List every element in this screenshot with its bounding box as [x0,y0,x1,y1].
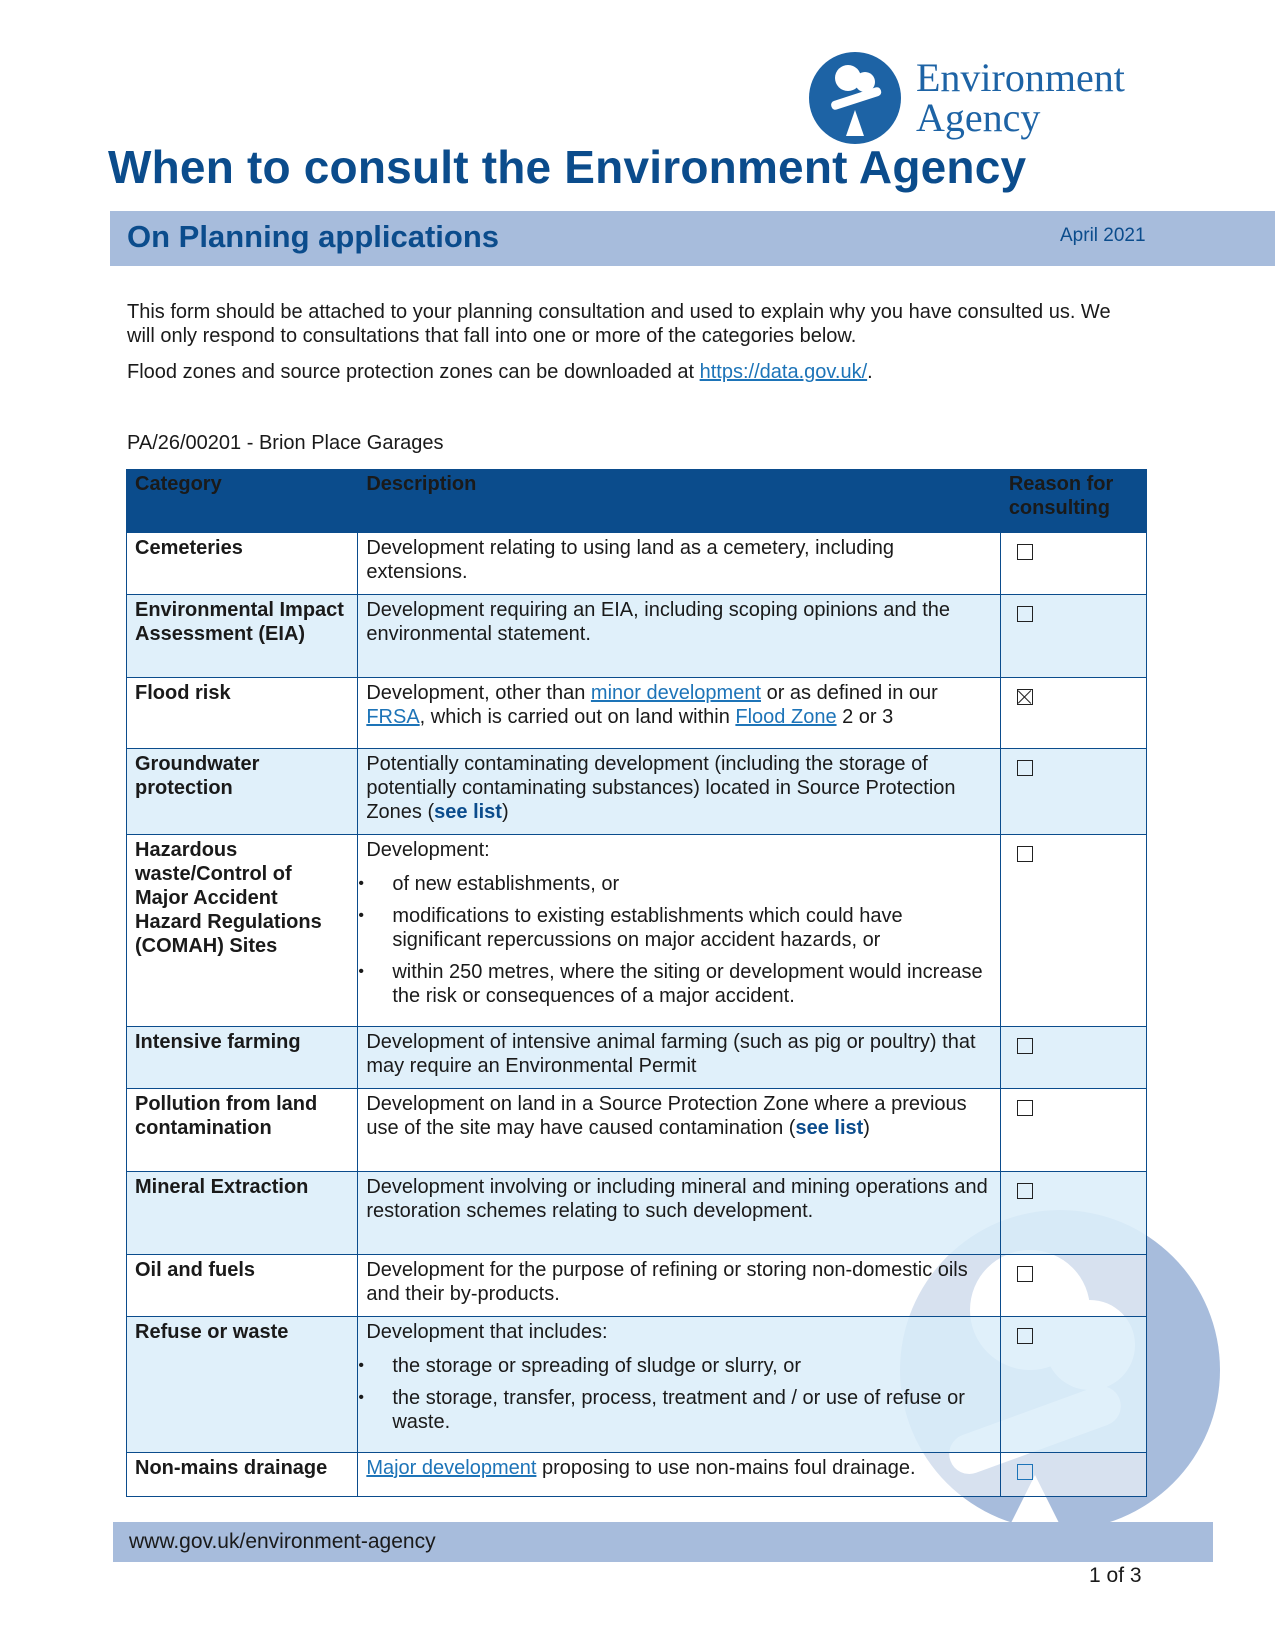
desc-text: proposing to use non-mains foul drainage. [536,1457,916,1479]
row-reason [1000,1089,1146,1172]
frsa-link[interactable]: FRSA [366,706,420,728]
row-category: Oil and fuels [127,1255,358,1317]
environment-agency-logo [808,48,1228,148]
row-reason [1000,1255,1146,1317]
table-row [127,835,1147,1027]
table-row [127,1255,1147,1317]
reason-checkbox[interactable] [1017,1038,1033,1054]
minor-development-link[interactable]: minor development [590,682,762,704]
table-row [127,1172,1147,1255]
table-row [127,1089,1147,1172]
row-description: Development requiring an EIA, including scoping opinions and the environmental statement. [358,595,1000,678]
row-category: Non-mains drainage [127,1453,358,1497]
list-item: • modifications to existing establishments which could have significant repercussions on major accident hazards, or [366,904,991,952]
desc-text: Potentially contaminating development (including the storage of potentially contaminating substances) located in Source Protection Zones ( [366,753,956,823]
row-category: Groundwater protection [127,749,358,835]
row-description [358,1453,1000,1497]
reason-checkbox[interactable] [1017,760,1033,776]
row-category: Intensive farming [127,1027,358,1089]
row-reason [1000,749,1146,835]
table-row [127,1317,1147,1453]
row-reason [1000,1453,1146,1497]
table-row [127,678,1147,749]
banner-subtitle: On Planning applications [127,219,500,254]
desc-text: Development on land in a Source Protection Zone where a previous use of the site may have caused contamination ( [366,1093,967,1139]
row-reason [1000,835,1146,1027]
row-category: Pollution from land contamination [127,1089,358,1172]
row-reason [1000,1172,1146,1255]
desc-text: Development, other than [366,682,591,704]
desc-intro: Development that includes: [366,1321,608,1343]
list-item: • within 250 metres, where the siting or development would increase the risk or consequences of a major accident. [366,960,991,1008]
agency-emblem-icon [808,48,908,148]
table-row [127,595,1147,678]
row-reason [1000,595,1146,678]
subtitle-banner [110,211,1275,266]
row-reason [1000,1027,1146,1089]
bullet-list [366,1354,991,1434]
table-row [127,533,1147,595]
row-reason [1000,678,1146,749]
table-row [127,749,1147,835]
row-description [358,1317,1000,1453]
row-description [358,1089,1000,1172]
desc-text: , which is carried out on land within [419,706,736,728]
list-item: • of new establishments, or [366,872,991,896]
list-item: • the storage, transfer, process, treatment and / or use of refuse or waste. [366,1386,991,1434]
bullet-list [366,872,991,1008]
reason-checkbox[interactable] [1017,606,1033,622]
see-list-link[interactable]: see list [795,1117,864,1139]
row-category: Cemeteries [127,533,358,595]
intro-paragraph-1: This form should be attached to your planning consultation and used to explain why you have consulted us. We will only respond to consultations that fall into one or more of the categories below. [127,301,1111,347]
row-category: Mineral Extraction [127,1172,358,1255]
row-reason [1000,533,1146,595]
intro-paragraph-2 [127,360,1127,384]
row-description [358,749,1000,835]
row-description [358,835,1000,1027]
row-description: Development for the purpose of refining or storing non-domestic oils and their by-products. [358,1255,1000,1317]
page-title: When to consult the Environment Agency [108,141,1027,193]
intro-p2-suffix: . [867,361,873,383]
reason-checkbox[interactable] [1017,846,1033,862]
logo-line-2: Agency [916,95,1041,140]
table-row [127,1453,1147,1497]
reason-checkbox-checked[interactable] [1017,689,1033,705]
list-item: • the storage or spreading of sludge or slurry, or [366,1354,991,1378]
row-description: Development of intensive animal farming (such as pig or poultry) that may require an Environmental Permit [358,1027,1000,1089]
reason-checkbox[interactable] [1017,1183,1033,1199]
reason-checkbox[interactable] [1017,1266,1033,1282]
consultation-categories-table [126,469,1147,1497]
application-reference: PA/26/00201 - Brion Place Garages [127,432,444,454]
see-list-link[interactable]: see list [434,801,502,823]
intro-text [127,300,1127,396]
footer-url-link[interactable]: www.gov.uk/environment-agency [129,1530,436,1553]
major-development-link[interactable]: Major development [366,1457,537,1479]
data-gov-link[interactable]: https://data.gov.uk/ [699,361,868,383]
row-reason [1000,1317,1146,1453]
desc-text: ) [863,1117,870,1139]
desc-text: 2 or 3 [836,706,894,728]
row-description: Development relating to using land as a cemetery, including extensions. [358,533,1000,595]
intro-p2-text: Flood zones and source protection zones can be downloaded at [127,361,700,383]
row-category: Environmental Impact Assessment (EIA) [127,595,358,678]
logo-line-1: Environment [916,55,1125,100]
desc-text: ) [501,801,509,823]
row-category: Hazardous waste/Control of Major Accident Hazard Regulations (COMAH) Sites [127,835,358,1027]
header-description: Description [358,470,1000,533]
table-header-row [127,470,1147,533]
row-category: Refuse or waste [127,1317,358,1453]
row-category: Flood risk [127,678,358,749]
page-number: 1 of 3 [1089,1564,1142,1587]
header-reason: Reason for consulting [1000,470,1146,533]
logo-wordmark [916,55,1125,140]
header-category: Category [127,470,358,533]
desc-intro: Development: [366,839,490,861]
desc-text: or as defined in our [761,682,938,704]
table-row [127,1027,1147,1089]
reason-checkbox[interactable] [1017,1464,1033,1480]
flood-zone-link[interactable]: Flood Zone [735,706,837,728]
banner-date: April 2021 [1060,225,1146,246]
reason-checkbox[interactable] [1017,1100,1033,1116]
row-description: Development involving or including mineral and mining operations and restoration schemes relating to such development. [358,1172,1000,1255]
row-description [358,678,1000,749]
reason-checkbox[interactable] [1017,544,1033,560]
reason-checkbox[interactable] [1017,1328,1033,1344]
footer-bar [113,1522,1213,1562]
